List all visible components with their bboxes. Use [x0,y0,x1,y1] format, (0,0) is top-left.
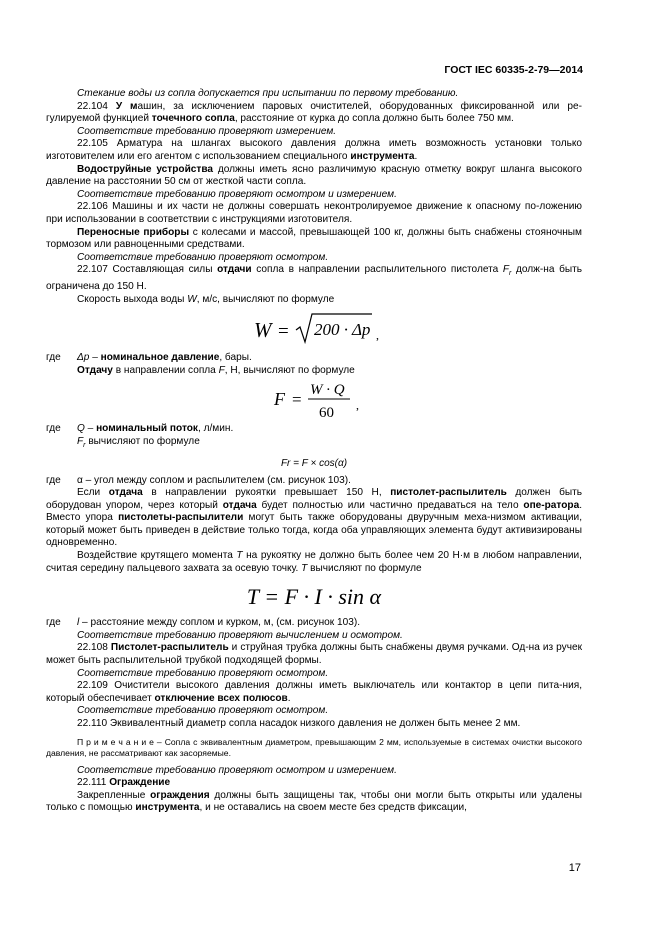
paragraph: 22.111 Ограждение [77,777,171,789]
paragraph: Соответствие требованию проверяют осмотром и измерением. [77,188,397,200]
paragraph: Скорость выхода воды W, м/с, вычисляют по формуле [77,293,335,305]
paragraph: Соответствие требованию проверяют осмотром. [77,705,329,717]
formula-radicand: 200 · Δp [314,320,371,340]
formula-eq: = [292,390,302,410]
paragraph: Переносные приборы с колесами и массой, превышающей 100 кг, должны быть снабжены стояночным тормозом или равноценными средствами. [46,226,582,251]
formula-fr: Fr = F × cos(α) [280,457,348,469]
formula-torque-expr: T = F · I · sin α [246,584,382,610]
paragraph: 22.106 Машины и их части не должны совершать неконтролируемое движение к опасному по-ложению при использовании в соответствии с инструкциями изготовителя. [46,201,582,225]
paragraph: Соответствие требованию проверяют осмотром и измерением. [77,764,397,776]
paragraph: Соответствие требованию проверяют измерением. [77,125,337,137]
where-line: где Δp – номинальное давление, бары. [46,352,252,364]
paragraph: Воздействие крутящего момента T на рукоятку не должно быть более чем 20 Н·м в любом направлении, считая середину пальцевого захвата за осевую точку. T вычисляют по формуле [46,550,582,574]
formula-torque-svg [46,575,582,617]
paragraph: 22.108 Пистолет-распылитель и струйная трубка должны быть снабжены двумя ручками. Од-на из ручек может быть распылительной трубкой подходящей формы. [46,642,582,667]
formula-lhs: F [274,389,285,410]
where-line: где Q – номинальный поток, л/мин. [46,423,234,435]
formula-lhs: W [254,318,272,343]
document-body [46,88,582,815]
paragraph: 22.105 Арматура на шлангах высокого давления должна иметь возможность установки только изготовителем или его агентом с использованием специального инструмента. [46,138,582,162]
formula-velocity-svg [46,306,582,352]
formula-comma: , [356,398,359,413]
paragraph: Соответствие требованию проверяют осмотром. [77,251,329,263]
paragraph: 22.109 Очистители высокого давления должны иметь выключатель или контактор в цепи пита-ния, который обеспечивает отключение всех полюсов. [46,680,582,704]
formula-numerator: W · Q [310,382,345,399]
paragraph: Водоструйные устройства должны иметь ясно различимую красную отметку вокруг шланга высокого давление на расстоянии 50 см от жесткой части сопла. [46,163,582,188]
paragraph: Соответствие требованию проверяют осмотром. [77,667,329,679]
page-number: 17 [568,862,581,874]
note: П р и м е ч а н и е – Сопла с эквивалентным диаметром, превышающим 2 мм, используемые в системах очистки высокого давления, не рассматривают как засоряемые. [46,736,583,758]
formula-torque [46,575,582,617]
formula-recoil [46,377,582,423]
formula-recoil-svg [46,377,582,423]
where-line: где α – угол между соплом и распылителем (см. рисунок 103). [46,474,351,486]
paragraph: $F_r$ вычисляют по формуле [77,435,200,449]
formula-comma: , [376,328,379,343]
formula-velocity [46,306,582,352]
paragraph: 22.110 Эквивалентный диаметр сопла насадок низкого давления не должен быть менее 2 мм. [77,718,521,729]
paragraph: Если отдача в направлении рукоятки превышает 150 Н, пистолет-распылитель должен быть оборудован упором, через который отдача будет полностью или частично предаваться на тело опе-ратора. Вместо упора пистолеты-распылители могут быть также оборудованы двуручным меха-низмом активации, который может быть приведен в действие только тогда, когда оба управляющих элемента будут активизированы одновременно. [46,487,582,549]
paragraph: 22.104 У машин, за исключением паровых очистителей, оборудованных фиксированной или ре-гулируемой функцией точечного сопла, расстояние от курка до сопла должно быть более 750 мм. [46,100,582,125]
document-header: ГОСТ IEC 60335-2-79—2014 [444,64,583,76]
paragraph: Соответствие требованию проверяют вычислением и осмотром. [77,629,403,641]
paragraph: Закрепленные ограждения должны быть защищены так, чтобы они могли быть открыты или удалены только с помощью инструмента, и не оставались на своем месте без средств фиксации, [46,789,582,814]
formula-eq: = [278,321,289,343]
paragraph: Стекание воды из сопла допускается при испытании по первому требованию. [77,88,459,99]
where-line: где l – расстояние между соплом и курком, м, (см. рисунок 103). [46,617,361,629]
formula-denominator: 60 [319,405,334,422]
paragraph: Отдачу в направлении сопла F, Н, вычисляют по формуле [77,364,355,376]
paragraph: 22.107 Составляющая силы отдачи сопла в направлении распылительного пистолета $F_r$ долж-на быть ограничена до 150 Н. [46,264,582,292]
